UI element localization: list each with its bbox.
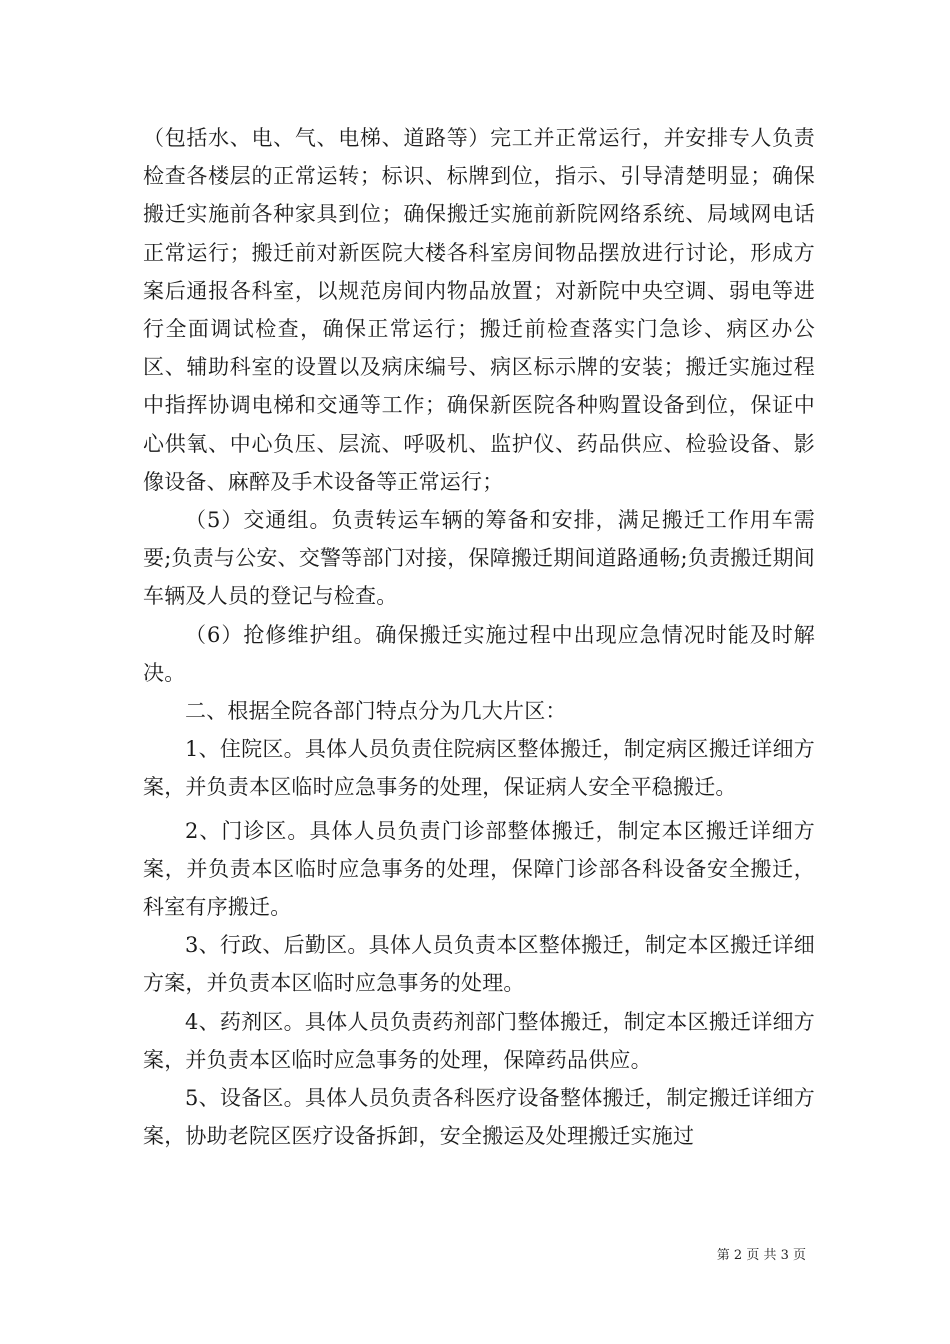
paragraph-continuation: （包括水、电、气、电梯、道路等）完工并正常运行，并安排专人负责检查各楼层的正常运转；标识、标牌到位，指示、引导清楚明显；确保搬迁实施前各种家具到位；确保搬迁实施前新院网络系统、局域网电话正常运行；搬迁前对新医院大楼各科室房间物品摆放进行讨论，形成方案后通报各科室，以规范房间内物品放置；对新院中央空调、弱电等进行全面调试检查，确保正常运行；搬迁前检查落实门急诊、病区办公区、辅助科室的设置以及病床编号、病区标示牌的安装；搬迁实施过程中指挥协调电梯和交通等工作；确保新医院各种购置设备到位，保证中心供氧、中心负压、层流、呼吸机、监护仪、药品供应、检验设备、影像设备、麻醉及手术设备等正常运行； [143,126,815,494]
paragraph-admin-logistics-zone: 3、行政、后勤区。具体人员负责本区整体搬迁，制定本区搬迁详细方案，并负责本区临时应急事务的处理。 [143,933,815,996]
paragraph-outpatient-zone: 2、门诊区。具体人员负责门诊部整体搬迁，制定本区搬迁详细方案，并负责本区临时应急事务的处理，保障门诊部各科设备安全搬迁，科室有序搬迁。 [143,818,815,920]
paragraph-repair-group: （6）抢修维护组。确保搬迁实施过程中出现应急情况时能及时解决。 [143,622,815,685]
paragraph-pharmacy-zone: 4、药剂区。具体人员负责药剂部门整体搬迁，制定本区搬迁详细方案，并负责本区临时应急事务的处理，保障药品供应。 [143,1009,815,1072]
page-number: 第 2 页 共 3 页 [716,1248,806,1263]
paragraph-equipment-zone: 5、设备区。具体人员负责各科医疗设备整体搬迁，制定搬迁详细方案，协助老院区医疗设备拆卸，安全搬运及处理搬迁实施过 [143,1086,815,1149]
paragraph-traffic-group: （5）交通组。负责转运车辆的筹备和安排，满足搬迁工作用车需要;负责与公安、交警等部门对接，保障搬迁期间道路通畅;负责搬迁期间车辆及人员的登记与检查。 [143,508,815,609]
paragraph-inpatient-zone: 1、住院区。具体人员负责住院病区整体搬迁，制定病区搬迁详细方案，并负责本区临时应急事务的处理，保证病人安全平稳搬迁。 [143,737,815,800]
section-heading-zones: 二、根据全院各部门特点分为几大片区： [185,699,567,724]
document-body [143,119,815,1155]
